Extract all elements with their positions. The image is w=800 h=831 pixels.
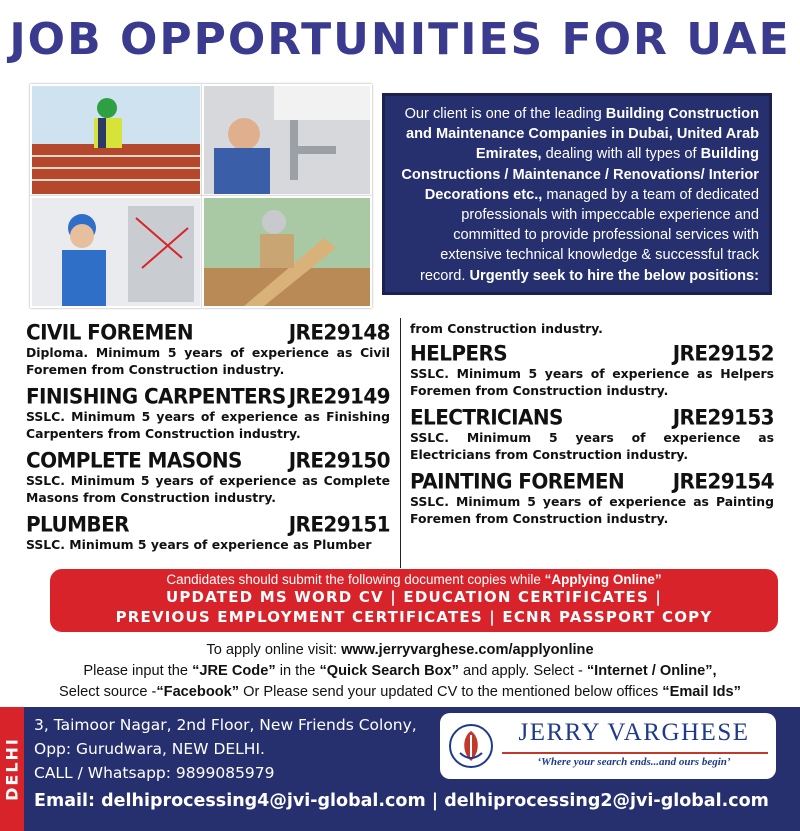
apply-line2-f: “Internet / Online”, [586,663,717,679]
city-tab [0,707,24,831]
job-code: JRE29148 [288,319,390,345]
electrician-photo [30,196,202,308]
apply-line3-c: Or Please send your updated CV to the mentioned below offices [239,684,663,700]
job-description: SSLC. Minimum 5 years of experience as Finishing Carpenters from Construction industry. [26,409,390,441]
job-header [26,320,390,344]
intro-part: Our client is one of the leading [404,106,606,122]
logo-tagline: ‘Where your search ends...and ours begin’ [537,756,731,768]
plumber-desc-continued: from Construction industry. [410,321,603,336]
office-address [34,713,417,785]
address-line2: Opp: Gurudwara, NEW DELHI. [34,740,265,758]
job-title: HELPERS [410,340,508,366]
banner-line1: Candidates should submit the following document copies while [166,572,545,587]
job-code: JRE29152 [672,340,774,366]
apply-line2-b: “JRE Code” [192,663,276,679]
job-description: SSLC. Minimum 5 years of experience as Painting Foremen from Construction industry. [410,494,774,526]
city-tab-label: DELHI [2,737,22,801]
column-divider [400,318,401,568]
job-header [26,384,390,408]
job-title: COMPLETE MASONS [26,447,242,473]
apply-line1-label: To apply online visit: [206,642,342,658]
job-description: SSLC. Minimum 5 years of experience as Helpers Foremen from Construction industry. [410,366,774,398]
banner-line3: PREVIOUS EMPLOYMENT CERTIFICATES | ECNR PASSPORT COPY [115,608,713,626]
job-header [410,341,774,365]
apply-instructions [0,640,800,703]
job-code: JRE29153 [672,404,774,430]
company-logo [440,713,776,779]
intro-part: Urgently seek to hire the below positions: [469,267,759,284]
job-code: JRE29151 [288,511,390,537]
intro-part: Building Constructions / Maintenance / Renovations/ Interior Decorations etc., [401,146,759,203]
job-code: JRE29149 [288,383,390,409]
contact-footer [0,707,800,831]
job-listing [26,448,390,506]
job-description: SSLC. Minimum 5 years of experience as Electricians from Construction industry. [410,430,774,462]
apply-line2-d: “Quick Search Box” [319,663,459,679]
intro-part: managed by a team of dedicated professionals with impeccable experience and committed to provide professional services with extensive technical knowledge & successful track record. [420,186,759,284]
company-intro-text [385,96,769,286]
page-title: JOB OPPORTUNITIES FOR UAE [9,14,791,65]
job-listing [26,384,390,442]
intro-part: Building Construction and Maintenance Companies in Dubai, United Arab Emirates, [405,106,759,163]
job-title: ELECTRICIANS [410,404,563,430]
company-intro-box [382,93,772,295]
jobs-left-column [26,320,390,559]
address-line1: 3, Taimoor Nagar, 2nd Floor, New Friends Colony, [34,716,417,734]
job-description: SSLC. Minimum 5 years of experience as Plumber [26,537,372,552]
job-header [26,512,390,536]
job-header [26,448,390,472]
job-code: JRE29150 [288,447,390,473]
logo-name: JERRY VARGHESE [518,719,750,746]
phone-number[interactable]: CALL / Whatsapp: 9899085979 [34,764,275,782]
apply-line2-e: and apply. Select - [458,663,587,679]
logo-rule [502,752,768,754]
banner-line2: UPDATED MS WORD CV | EDUCATION CERTIFICATES | [165,588,663,606]
apply-line3-a: Select source - [59,684,157,700]
job-description: SSLC. Minimum 5 years of experience as Complete Masons from Construction industry. [26,473,390,505]
apply-line3-d: “Email Ids” [662,684,741,700]
apply-url-link[interactable]: www.jerryvarghese.com/applyonline [341,642,594,658]
banner-line1-emphasis: “Applying Online” [544,572,662,587]
carpenter-photo [202,196,372,308]
apply-line3-b: “Facebook” [156,684,240,700]
job-listing [410,469,774,527]
job-listing [410,405,774,463]
job-listing [26,512,390,553]
job-title: FINISHING CARPENTERS [26,383,286,409]
logo-emblem-icon [448,723,494,769]
job-header [410,469,774,493]
apply-line2-a: Please input the [83,663,193,679]
job-description: Diploma. Minimum 5 years of experience as Civil Foremen from Construction industry. [26,345,390,377]
job-code: JRE29154 [672,468,774,494]
job-title: CIVIL FOREMEN [26,319,193,345]
job-header [410,405,774,429]
bricklayer-photo [30,84,202,196]
job-title: PLUMBER [26,511,129,537]
email-addresses[interactable]: Email: delhiprocessing4@jvi-global.com | delhiprocessing2@jvi-global.com [34,791,769,811]
job-title: PAINTING FOREMEN [410,468,625,494]
job-listing [26,320,390,378]
apply-line2-c: in the [275,663,320,679]
documents-banner [50,569,778,632]
jobs-right-column [410,320,774,533]
intro-part: dealing with all types of [541,146,701,163]
plumber-photo [202,84,372,196]
job-listing [410,341,774,399]
